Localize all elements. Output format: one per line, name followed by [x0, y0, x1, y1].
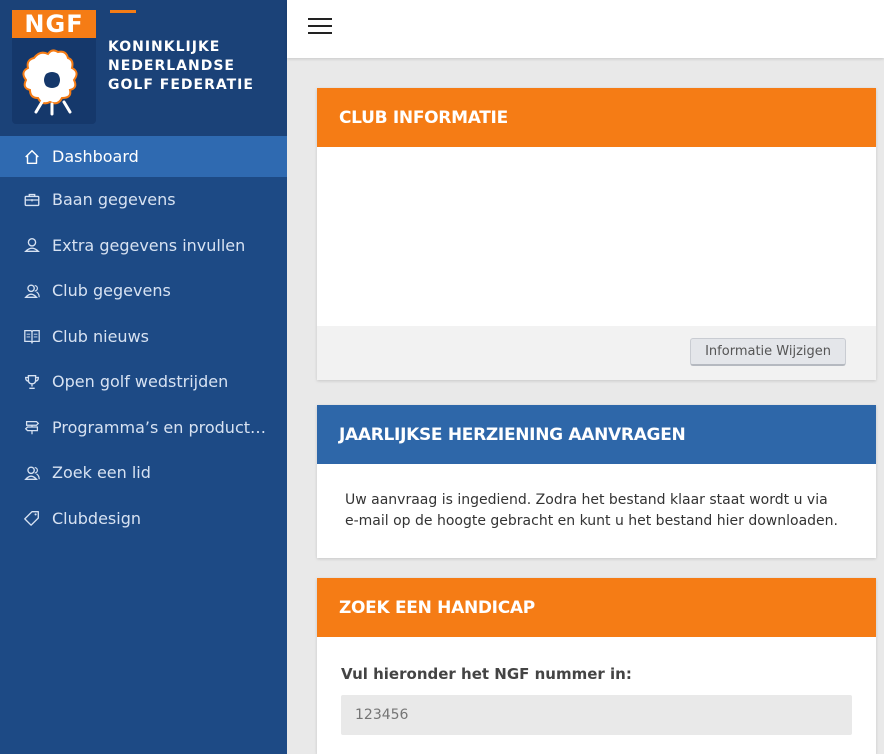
- logo[interactable]: [0, 0, 287, 136]
- sidebar-item-label: Extra gegevens invullen: [52, 235, 246, 255]
- sidebar-item-club-nieuws[interactable]: [0, 314, 287, 360]
- annual-revision-title: JAARLIJKSE HERZIENING AANVRAGEN: [317, 405, 876, 464]
- sidebar-item-programmas[interactable]: [0, 405, 287, 451]
- tag-icon: [22, 508, 42, 528]
- sidebar-item-zoek-een-lid[interactable]: [0, 450, 287, 496]
- ngf-number-input[interactable]: [341, 695, 852, 735]
- menu-toggle-icon[interactable]: [308, 18, 332, 36]
- logo-line-2: NEDERLANDSE: [108, 58, 235, 74]
- sidebar-item-club-gegevens[interactable]: [0, 268, 287, 314]
- annual-revision-message: [317, 464, 876, 532]
- club-information-title: CLUB INFORMATIE: [317, 88, 876, 147]
- handicap-search-title: ZOEK EEN HANDICAP: [317, 578, 876, 637]
- sidebar-item-label: Baan gegevens: [52, 190, 176, 210]
- edit-information-button[interactable]: Informatie Wijzigen: [690, 338, 846, 366]
- sidebar-item-label: Open golf wedstrijden: [52, 372, 229, 392]
- users-search-icon: [22, 463, 42, 483]
- sidebar: [0, 0, 287, 754]
- book-icon: [22, 326, 42, 346]
- sidebar-item-label: Dashboard: [52, 147, 139, 166]
- sidebar-item-label: Programma’s en product…: [52, 417, 267, 437]
- club-information-footer: [317, 326, 876, 380]
- sidebar-item-extra-gegevens[interactable]: [0, 223, 287, 269]
- annual-revision-card: [317, 405, 876, 558]
- sidebar-item-label: Club gegevens: [52, 281, 171, 301]
- sidebar-item-baan-gegevens[interactable]: [0, 177, 287, 223]
- top-bar: [287, 0, 884, 58]
- club-information-card: [317, 88, 876, 380]
- sidebar-nav: [0, 136, 287, 541]
- sidebar-item-label: Club nieuws: [52, 326, 149, 346]
- logo-line-1: KONINKLIJKE: [108, 39, 221, 55]
- signpost-icon: [22, 417, 42, 437]
- lion-emblem-icon: [12, 38, 96, 124]
- revision-text-line-2: e-mail op de hoogte gebracht en kunt u het bestand hier downloaden.: [345, 513, 838, 529]
- sidebar-item-open-golf-wedstrijden[interactable]: [0, 359, 287, 405]
- logo-accent-line: [110, 10, 136, 13]
- sidebar-item-label: Clubdesign: [52, 508, 141, 528]
- handicap-search-card: [317, 578, 876, 754]
- club-information-body: [317, 147, 876, 326]
- logo-wordmark: [108, 38, 254, 95]
- handicap-search-body: [317, 637, 876, 735]
- users-icon: [22, 281, 42, 301]
- sidebar-item-dashboard[interactable]: [0, 136, 287, 177]
- logo-line-3: GOLF FEDERATIE: [108, 77, 254, 93]
- revision-text-line-1: Uw aanvraag is ingediend. Zodra het bestand klaar staat wordt u via: [345, 492, 828, 508]
- ngf-number-label: Vul hieronder het NGF nummer in:: [341, 665, 632, 683]
- sidebar-item-clubdesign[interactable]: [0, 496, 287, 542]
- trophy-icon: [22, 372, 42, 392]
- briefcase-icon: [22, 190, 42, 210]
- logo-abbr: NGF: [12, 10, 96, 38]
- sidebar-item-label: Zoek een lid: [52, 463, 151, 483]
- home-icon: [22, 147, 42, 167]
- user-icon: [22, 235, 42, 255]
